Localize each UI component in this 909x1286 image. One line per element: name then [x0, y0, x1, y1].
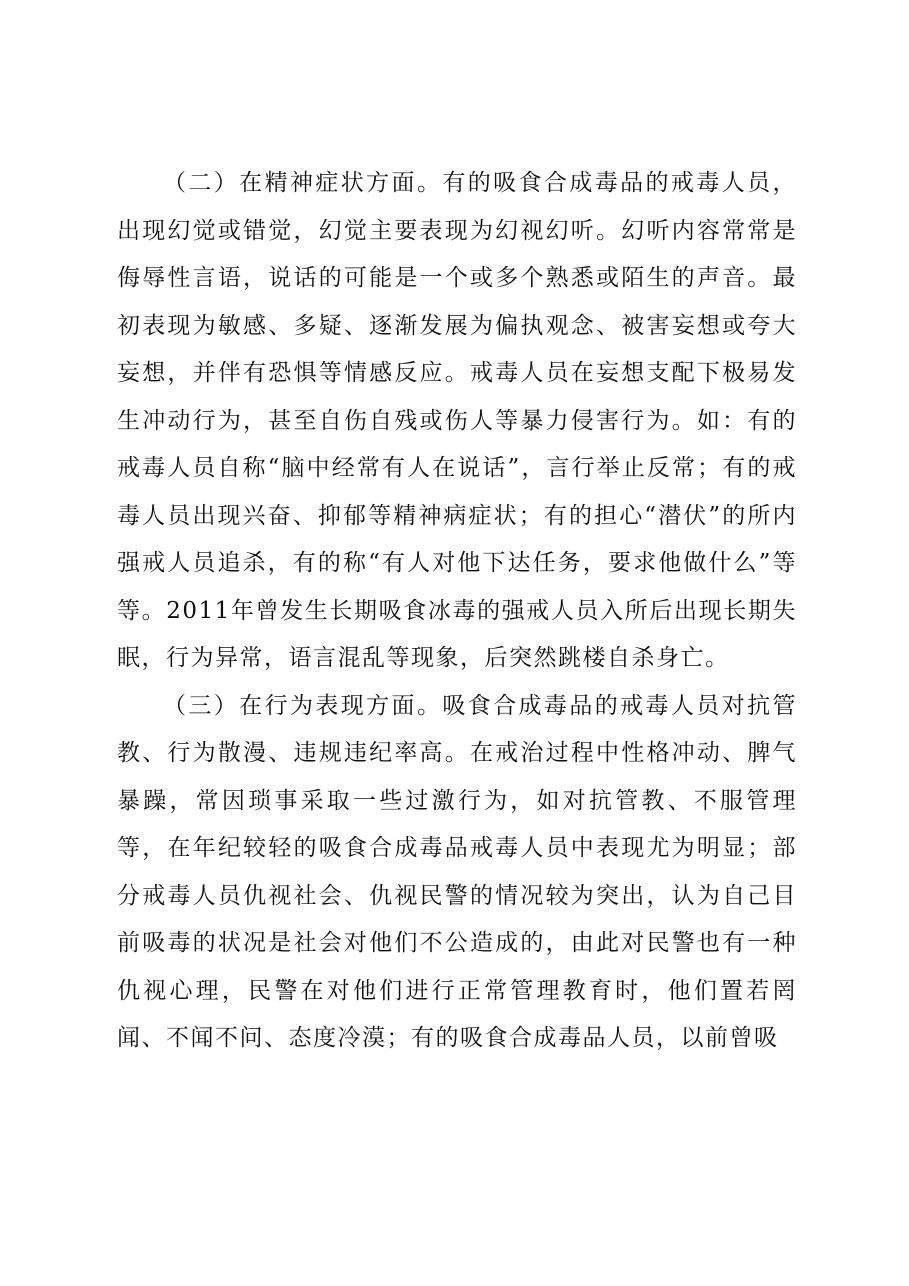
paragraph-behavior: （三）在行为表现方面。吸食合成毒品的戒毒人员对抗管教、行为散漫、违规违纪率高。在戒治过程中性格冲动、脾气暴躁，常因琐事采取一些过激行为，如对抗管教、不服管理等，在年纪较轻的吸食合成毒品戒毒人员中表现尤为明显；部分戒毒人员仇视社会、仇视民警的情况较为突出，认为自己目前吸毒的状况是社会对他们不公造成的，由此对民警也有一种仇视心理，民警在对他们进行正常管理教育时，他们置若罔闻、不闻不问、态度冷漠；有的吸食合成毒品人员，以前曾吸 [117, 692, 797, 1051]
document-body [117, 160, 797, 1063]
paragraph-mental-symptoms: （二）在精神症状方面。有的吸食合成毒品的戒毒人员，出现幻觉或错觉，幻觉主要表现为幻视幻听。幻听内容常常是侮辱性言语，说话的可能是一个或多个熟悉或陌生的声音。最初表现为敏感、多疑、逐渐发展为偏执观念、被害妄想或夸大妄想，并伴有恐惧等情感反应。戒毒人员在妄想支配下极易发生冲动行为，甚至自伤自残或伤人等暴力侵害行为。如：有的戒毒人员自称“脑中经常有人在说话”，言行举止反常；有的戒毒人员出现兴奋、抑郁等精神病症状；有的担心“潜伏”的所内强戒人员追杀，有的称“有人对他下达任务，要求他做什么”等等。2011年曾发生长期吸食冰毒的强戒人员入所后出现长期失眠，行为异常，语言混乱等现象，后突然跳楼自杀身亡。 [117, 170, 797, 671]
